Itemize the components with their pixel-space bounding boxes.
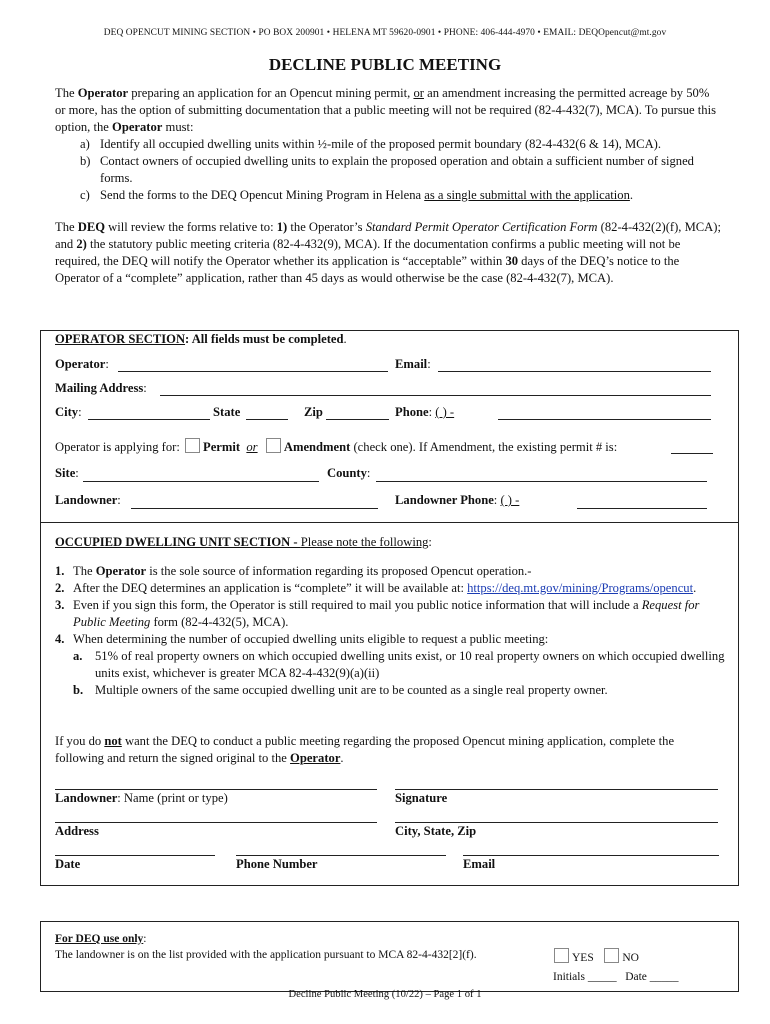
email-label: Email:	[395, 357, 431, 371]
zip-field[interactable]	[326, 419, 389, 420]
list-item: 2. After the DEQ determines an application is “complete” it will be available at: https://deq.mt.gov/mining/Programs/opencut.	[55, 581, 697, 595]
signature-field[interactable]	[395, 789, 718, 790]
no-checkbox[interactable]	[604, 948, 619, 963]
initials-field[interactable]: Initials _____	[553, 971, 617, 983]
city-state-zip-field[interactable]	[395, 822, 718, 823]
closing-instruction: If you do not want the DEQ to conduct a public meeting regarding the proposed Opencut mining application, complete the following and return the signed original to the Operator.	[55, 734, 675, 765]
amendment-checkbox[interactable]	[266, 438, 281, 453]
list-item: 3. Even if you sign this form, the Operator is still required to mail you public notice information that will include a Request for Public Meeting form (82-4-432(5), MCA).	[55, 598, 700, 629]
intro-item-c: c) Send the forms to the DEQ Opencut Mining Program in Helena as a single submittal with the application.	[80, 188, 634, 202]
state-field[interactable]	[246, 419, 288, 420]
existing-permit-field[interactable]	[671, 453, 713, 454]
header-contact-line: DEQ OPENCUT MINING SECTION • PO BOX 200901 • HELENA MT 59620-0901 • PHONE: 406-444-4970 • EMAIL: DEQOpencut@mt.gov	[103, 28, 667, 38]
site-field[interactable]	[83, 481, 319, 482]
review-paragraph: The DEQ will review the forms relative to: 1) the Operator’s Standard Permit Operator Certification Form (82-4-432(2)(f), MCA); and 2) the statutory public meeting criteria (82-4-432(9), MCA). If the documentation confirms a public meeting will not be required, the DEQ will notify the Operator whether its application is “acceptable” within 30 days of the DEQ’s notice to the Operator of a “complete” application, rather than 45 days as would otherwise be the case (82-4-432(7), MCA).	[55, 220, 721, 285]
state-label: State	[213, 405, 241, 419]
landowner-label: Landowner:	[55, 493, 121, 507]
date-field[interactable]	[55, 855, 215, 856]
opencut-program-link[interactable]: https://deq.mt.gov/mining/Programs/opencut	[467, 581, 694, 595]
signature-label: Signature	[395, 791, 448, 805]
deq-date-field[interactable]: Date _____	[625, 971, 679, 983]
city-state-zip-label: City, State, Zip	[395, 824, 477, 838]
intro-item-a: a) Identify all occupied dwelling units within ½-mile of the proposed permit boundary (82-4-432(6 & 14), MCA).	[80, 137, 662, 151]
city-label: City:	[55, 405, 82, 419]
deq-use-heading: For DEQ use only:	[55, 933, 147, 945]
zip-label: Zip	[304, 405, 323, 419]
operator-field[interactable]	[118, 371, 388, 372]
list-item: 1. The Operator is the sole source of information regarding its proposed Opencut operation.-	[55, 564, 532, 578]
page-footer: Decline Public Meeting (10/22) – Page 1 of 1	[288, 989, 482, 1000]
phone-field[interactable]	[498, 419, 711, 420]
county-field[interactable]	[376, 481, 707, 482]
landowner-name-field[interactable]	[55, 789, 377, 790]
yes-no-row: YES NO	[552, 948, 639, 964]
permit-checkbox[interactable]	[185, 438, 200, 453]
site-label: Site:	[55, 466, 79, 480]
landowner-field[interactable]	[131, 508, 378, 509]
address-label: Address	[55, 824, 99, 838]
list-item: 4. When determining the number of occupied dwelling units eligible to request a public meeting:	[55, 632, 549, 646]
mailing-address-field[interactable]	[160, 395, 711, 396]
phone-number-field[interactable]	[236, 855, 446, 856]
address-field[interactable]	[55, 822, 377, 823]
intro-item-b: b) Contact owners of occupied dwelling units to explain the proposed operation and obtain a sufficient number of signed forms.	[80, 154, 694, 185]
operator-section-heading: OPERATOR SECTION: All fields must be completed.	[55, 332, 347, 346]
date-label: Date	[55, 857, 81, 871]
landowner-phone-field[interactable]	[577, 508, 707, 509]
city-field[interactable]	[88, 419, 210, 420]
occupied-notes-list	[55, 563, 725, 699]
deq-use-statement: The landowner is on the list provided with the application pursuant to MCA 82-4-432[2](f).	[55, 949, 477, 961]
sub-list-item: b. Multiple owners of the same occupied dwelling unit are to be counted as a single real property owner.	[73, 683, 608, 697]
operator-label: Operator:	[55, 357, 109, 371]
page-title: DECLINE PUBLIC MEETING	[268, 55, 502, 74]
email-sig-label: Email	[463, 857, 496, 871]
email-field[interactable]	[438, 371, 711, 372]
phone-label: Phone: ( ) -	[395, 405, 455, 419]
landowner-phone-label: Landowner Phone: ( ) -	[395, 493, 520, 507]
intro-paragraph: The Operator preparing an application for an Opencut mining permit, or an amendment increasing the permitted acreage by 50% or more, has the option of submitting documentation that a public meeting will not be required (82-4-432(7), MCA). To pursue this option, the Operator must: a) Identify all occupied dwelling units within ½-mile of the proposed permit boundary (82-4-432(6 & 14), MCA). b) Contact owners of occupied dwelling units to explain the proposed operation and obtain a sufficient number of signed forms. c) Send the forms to the DEQ Opencut Mining Program in Helena as a single submittal with the application.	[55, 85, 720, 204]
applying-for-row: Operator is applying for: Permit or Amendment (check one). If Amendment, the existing permit # is:	[55, 440, 618, 454]
phone-number-label: Phone Number	[236, 857, 318, 871]
sub-list-item: a. 51% of real property owners on which occupied dwelling units exist, or 10 real property owners on which occupied dwelling units exist, whichever is greater MCA 82-4-432(9)(a)(ii)	[73, 649, 725, 680]
yes-checkbox[interactable]	[554, 948, 569, 963]
mailing-address-label: Mailing Address:	[55, 381, 147, 395]
operator-section	[40, 330, 739, 523]
county-label: County:	[327, 466, 371, 480]
landowner-name-label: Landowner: Name (print or type)	[55, 791, 228, 805]
occupied-section-heading: OCCUPIED DWELLING UNIT SECTION - Please note the following:	[55, 535, 432, 549]
initials-date-row	[553, 971, 679, 983]
email-sig-field[interactable]	[463, 855, 719, 856]
